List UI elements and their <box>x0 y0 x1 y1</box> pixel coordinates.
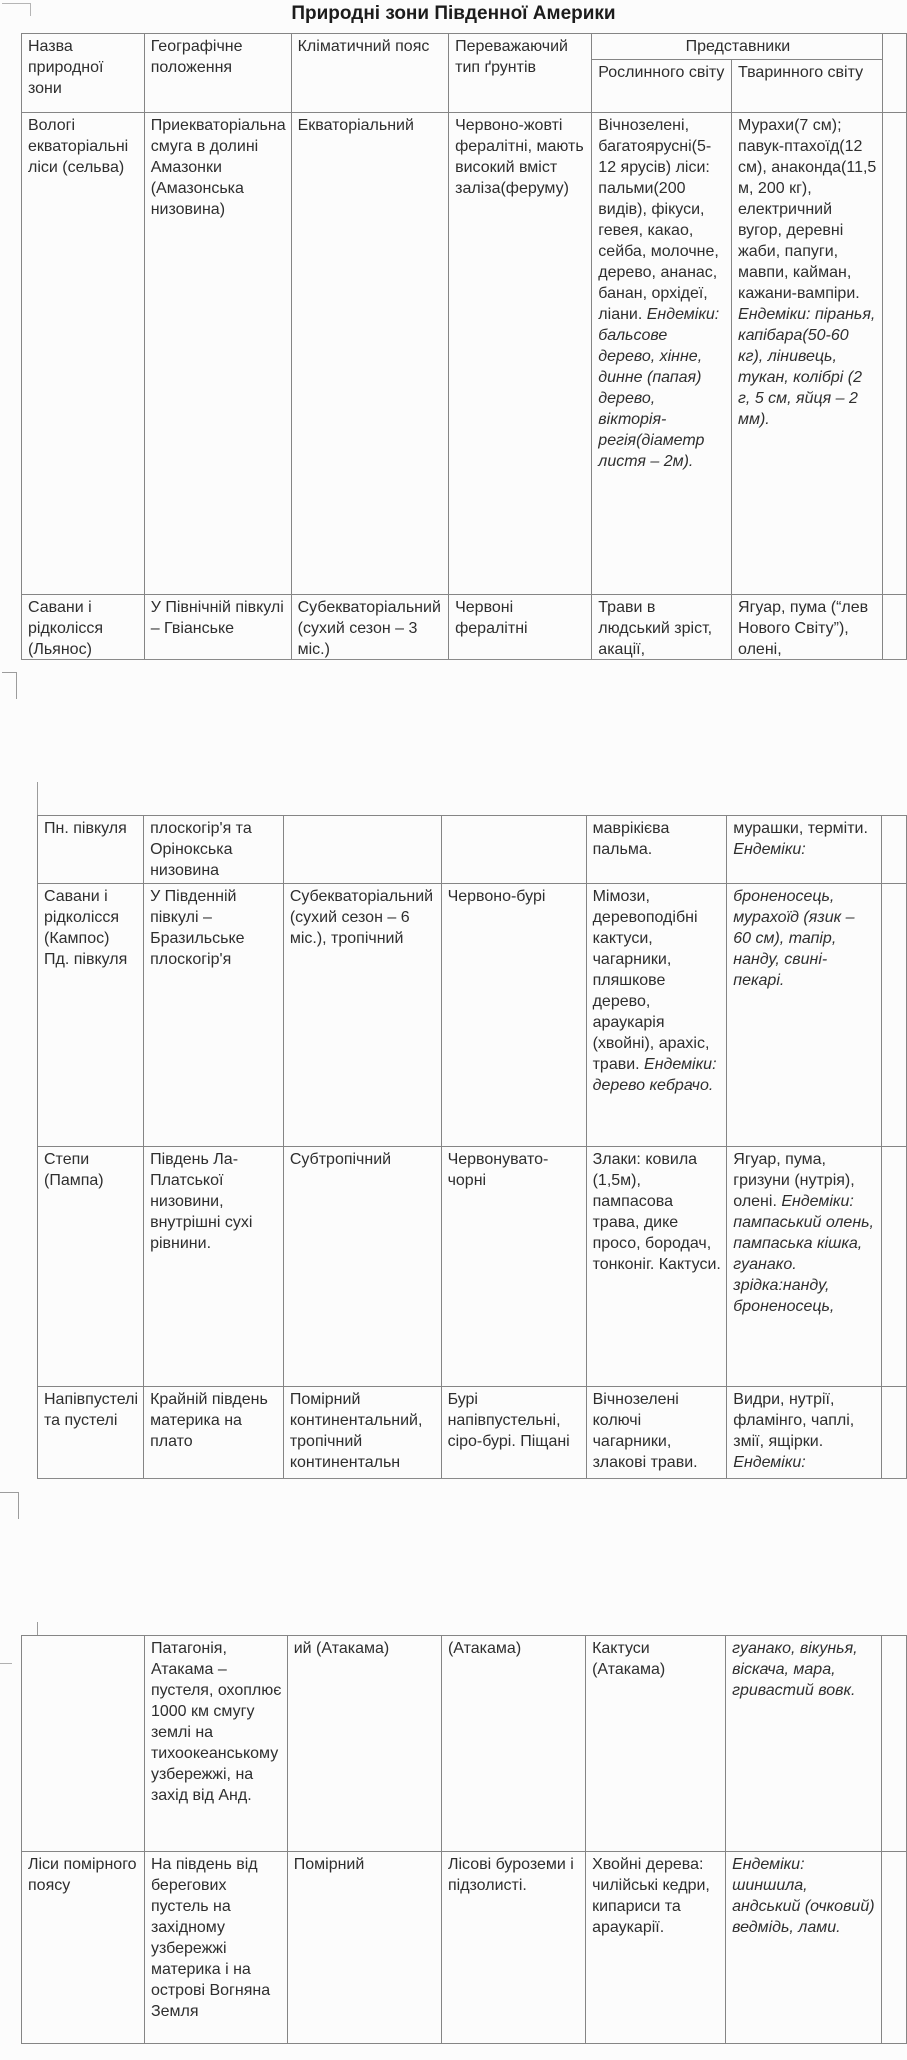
table-cell: Трави в людський зріст, акації, <box>592 595 732 661</box>
table-cell: Екваторіальний <box>291 113 449 595</box>
table-cell: Пн. півкуля <box>38 816 144 884</box>
natural-zones-table-continued <box>37 815 907 1479</box>
table-cell: ий (Атакама) <box>287 1636 441 1852</box>
table-cell: маврікієва пальма. <box>586 816 727 884</box>
table-cell: Вічнозелені, багатоярусні(5-12 ярусів) ліси: пальми(200 видів), фікуси, гевея, какао, сейба, молочне, дерево, ананас, банан, орхідеї, ліани. Ендеміки: бальсове дерево, хінне, динне (папая) дерево, вікторія-регія(діаметр листя – 2м). <box>592 113 732 595</box>
table-row <box>22 1852 907 2044</box>
table-cell: Злаки: ковила (1,5м), пампасова трава, дике просо, бородач, тонконіг. Кактуси. <box>586 1147 727 1387</box>
table-cell: Південь Ла-Платської низовини, внутрішні сухі рівнини. <box>144 1147 284 1387</box>
table-cell: плоскогір'я та Орінокська низовина <box>144 816 284 884</box>
table-cell: Ягуар, пума (“лев Нового Світу”), олені, <box>732 595 883 661</box>
table-row <box>38 1147 907 1387</box>
table-cell: Червонувато-чорні <box>441 1147 586 1387</box>
table-cell: Мурахи(7 см); павук-птахоїд(12 см), анаконда(11,5 м, 200 кг), електричний вугор, деревні жаби, папуги, мавпи, кайман, кажани-вампіри. Ендеміки: піранья, капібара(50-60 кг), лінивець, тукан, колібрі (2 г, 5 см, яйця – 2 мм). <box>732 113 883 595</box>
table-cell: Крайній південь материка на плато <box>144 1387 284 1480</box>
table-cell: У Південній півкулі – Бразильське плоскогір'я <box>144 884 284 1147</box>
page-title: Природні зони Південної Америки <box>291 3 616 24</box>
crop-mark-tick-segment-3-h <box>0 1663 12 1664</box>
table-segment-page-2 <box>37 815 907 1479</box>
table-row <box>38 816 907 884</box>
table-cell-clipped <box>882 1147 907 1387</box>
table-cell-clipped <box>883 595 907 661</box>
natural-zones-table-continued-2 <box>21 1635 907 2044</box>
table-cell: На південь від берегових пустель на західному узбережжі материка і на острові Вогняна Земля <box>144 1852 287 2044</box>
table-row <box>22 1636 907 1852</box>
table-cell: гуанако, вікунья, віскача, мара, гривастий вовк. <box>726 1636 882 1852</box>
col-header-climate: Кліматичний пояс <box>291 34 449 113</box>
table-cell: мурашки, терміти. Ендеміки: <box>727 816 882 884</box>
table-cell: Ліси помірного поясу <box>22 1852 145 2044</box>
table-row <box>22 113 907 595</box>
table-row <box>38 1387 907 1480</box>
table-cell: Хвойні дерева: чилійські кедри, кипариси та араукарії. <box>586 1852 726 2044</box>
table-segment-page-1 <box>21 33 907 660</box>
table-cell: Вологі екваторіальні ліси (сельва) <box>22 113 145 595</box>
table-cell <box>441 816 586 884</box>
table-cell: Червоно-бурі <box>441 884 586 1147</box>
table-cell: Субекваторіальний (сухий сезон – 6 міс.), тропічний <box>283 884 441 1147</box>
table-cell: (Атакама) <box>441 1636 585 1852</box>
table-cell-clipped <box>882 816 907 884</box>
table-cell: Помірний <box>287 1852 441 2044</box>
table-cell: Субтропічний <box>283 1147 441 1387</box>
table-cell: Вічнозелені колючі чагарники, злакові трави. <box>586 1387 727 1480</box>
table-cell: Савани і рідколісся (Кампос) Пд. півкуля <box>38 884 144 1147</box>
table-cell-clipped <box>883 113 907 595</box>
col-header-name: Назва природної зони <box>22 34 145 113</box>
table-cell: Мімози, деревоподібні кактуси, чагарники, пляшкове дерево, араукарія (хвойні), арахіс, трави. Ендеміки: дерево кебрачо. <box>586 884 727 1147</box>
table-cell: Приекваторіальна смуга в долині Амазонки (Амазонська низовина) <box>144 113 291 595</box>
table-cell: У Північній півкулі – Гвіанське <box>144 595 291 661</box>
table-cell: Бурі напівпустельні, сіро-бурі. Піщані <box>441 1387 586 1480</box>
table-cell-clipped <box>881 1636 906 1852</box>
table-cell: Степи (Пампа) <box>38 1147 144 1387</box>
col-header-representatives: Представники <box>592 34 883 60</box>
table-cell: Червоно-жовті фералітні, мають високий вміст заліза(феруму) <box>449 113 592 595</box>
col-header-plants: Рослинного світу <box>592 60 732 113</box>
table-row <box>38 884 907 1147</box>
table-cell: Видри, нутрії, фламінго, чаплі, змії, ящірки. Ендеміки: <box>727 1387 882 1480</box>
crop-mark-tick-segment-2 <box>37 782 38 815</box>
table-cell: броненосець, мурахоїд (язик – 60 см), тапір, нанду, свині-пекарі. <box>727 884 882 1147</box>
table-cell: Ендеміки: шиншила, андський (очковий) ведмідь, лами. <box>726 1852 882 2044</box>
natural-zones-table <box>21 33 907 660</box>
table-cell-clipped <box>882 1387 907 1480</box>
table-cell: Кактуси (Атакама) <box>586 1636 726 1852</box>
col-header-geography: Географічне положення <box>144 34 291 113</box>
table-cell: Помірний континентальний, тропічний континентальн <box>283 1387 441 1480</box>
clipped-column-header <box>883 34 907 113</box>
crop-mark-page-break-1 <box>2 672 17 699</box>
table-segment-page-3 <box>21 1635 907 2050</box>
table-cell <box>283 816 441 884</box>
table-cell-clipped <box>881 1852 906 2044</box>
table-cell <box>22 1636 145 1852</box>
table-cell: Савани і рідколісся (Льянос) <box>22 595 145 661</box>
table-cell: Напівпустелі та пустелі <box>38 1387 144 1480</box>
table-row <box>22 595 907 661</box>
crop-mark-tick-segment-3 <box>37 1622 38 1635</box>
table-cell: Лісові буроземи і підзолисті. <box>441 1852 585 2044</box>
table-cell: Субекваторіальний (сухий сезон – 3 міс.) <box>291 595 449 661</box>
col-header-soil: Переважаючий тип ґрунтів <box>449 34 592 113</box>
crop-mark-page-break-2 <box>0 1492 19 1519</box>
table-cell: Ягуар, пума, гризуни (нутрія), олені. Ендеміки: пампаський олень, пампаська кішка, гуанако. зрідка:нанду, броненосець, <box>727 1147 882 1387</box>
table-cell: Червоні фералітні <box>449 595 592 661</box>
table-cell: Патагонія, Атакама – пустеля, охоплює 1000 км смугу землі на тихоокеанському узбережжі, на захід від Анд. <box>144 1636 287 1852</box>
table-cell-clipped <box>882 884 907 1147</box>
col-header-animals: Тваринного світу <box>732 60 883 113</box>
